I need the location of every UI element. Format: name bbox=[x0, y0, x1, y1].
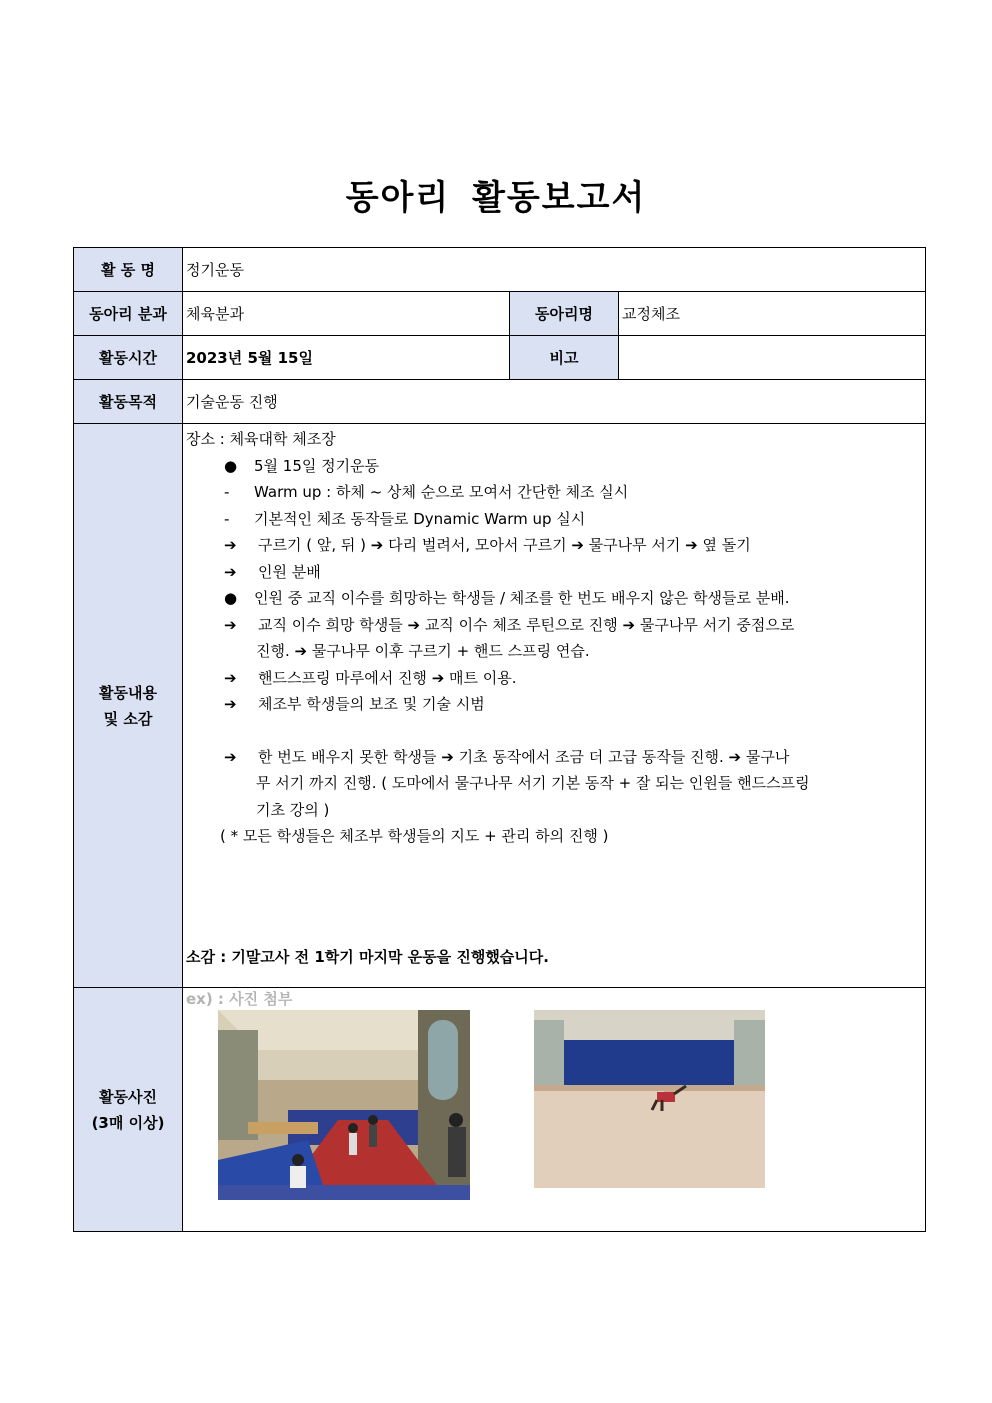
value-activity-name: 정기운동 bbox=[183, 248, 926, 292]
row-activity-name bbox=[74, 248, 926, 292]
list-item: ➔ 체조부 학생들의 보조 및 기술 시범 bbox=[186, 691, 921, 718]
location-line: 장소 : 체육대학 체조장 bbox=[186, 430, 336, 448]
value-activity-time: 2023년 5월 15일 bbox=[183, 336, 510, 380]
note-line: ( * 모든 학생들은 체조부 학생들의 지도 + 관리 하의 진행 ) bbox=[220, 827, 609, 845]
arrow-icon: ➔ bbox=[224, 695, 237, 713]
label-activity-time: 활동시간 bbox=[74, 336, 183, 380]
list-item-continuation: 기초 강의 ) bbox=[256, 800, 330, 819]
value-club-division: 체육분과 bbox=[183, 292, 510, 336]
dash-icon: - bbox=[224, 509, 230, 528]
activity-photo-2 bbox=[534, 1010, 765, 1188]
value-club-name: 교정체조 bbox=[619, 292, 926, 336]
label-content bbox=[74, 424, 183, 988]
content-cell bbox=[183, 424, 926, 988]
activity-photo-1 bbox=[218, 1010, 470, 1200]
label-activity-name: 활 동 명 bbox=[74, 248, 183, 292]
arrow-icon: ➔ bbox=[224, 536, 237, 554]
list-item: ➔ 인원 분배 bbox=[186, 559, 921, 586]
report-table bbox=[73, 247, 926, 1232]
photo-caption: ex) : 사진 첨부 bbox=[186, 990, 293, 1008]
label-purpose: 활동목적 bbox=[74, 380, 183, 424]
label-content-line2: 및 소감 bbox=[103, 709, 153, 728]
photos-cell bbox=[183, 988, 926, 1232]
list-item: - 기본적인 체조 동작들로 Dynamic Warm up 실시 bbox=[186, 506, 921, 533]
bullet-icon: ● bbox=[224, 589, 238, 607]
dash-icon: - bbox=[224, 483, 230, 501]
list-item-continuation: 진행. ➔ 물구나무 이후 구르기 + 핸드 스프링 연습. bbox=[256, 642, 590, 660]
list-item: - Warm up : 하체 ~ 상체 순으로 모여서 간단한 체조 실시 bbox=[186, 479, 921, 506]
page-title: 동아리 활동보고서 bbox=[345, 178, 647, 218]
list-item: ➔ 교직 이수 희망 학생들 ➔ 교직 이수 체조 루틴으로 진행 ➔ 물구나무 서기 중점으로 bbox=[186, 612, 921, 639]
row-photos bbox=[74, 988, 926, 1232]
photo-area bbox=[183, 1010, 925, 1228]
label-club-division: 동아리 분과 bbox=[74, 292, 183, 336]
list-item: ➔ 핸드스프링 마루에서 진행 ➔ 매트 이용. bbox=[186, 665, 921, 692]
row-content bbox=[74, 424, 926, 988]
row-club bbox=[74, 292, 926, 336]
value-purpose: 기술운동 진행 bbox=[183, 380, 926, 424]
label-content-line1: 활동내용 bbox=[99, 683, 157, 702]
label-remarks: 비고 bbox=[510, 336, 619, 380]
label-club-name: 동아리명 bbox=[510, 292, 619, 336]
label-photos bbox=[74, 988, 183, 1232]
arrow-icon: ➔ bbox=[224, 747, 237, 766]
label-photos-line2: (3매 이상) bbox=[91, 1113, 165, 1132]
list-item: ➔ 구르기 ( 앞, 뒤 ) ➔ 다리 벌려서, 모아서 구르기 ➔ 물구나무 서기 ➔ 옆 돌기 bbox=[186, 532, 921, 559]
value-remarks bbox=[619, 336, 926, 380]
arrow-icon: ➔ bbox=[224, 668, 237, 687]
arrow-icon: ➔ bbox=[224, 562, 237, 581]
row-purpose bbox=[74, 380, 926, 424]
bullet-icon: ● bbox=[224, 456, 238, 475]
list-item-continuation: 무 서기 까지 진행. ( 도마에서 물구나무 서기 기본 동작 + 잘 되는 인원들 핸드스프링 bbox=[256, 774, 810, 792]
list-item: ➔ 한 번도 배우지 못한 학생들 ➔ 기초 동작에서 조금 더 고급 동작들 진행. ➔ 물구나 bbox=[186, 744, 921, 771]
row-time bbox=[74, 336, 926, 380]
list-item: ● 인원 중 교직 이수를 희망하는 학생들 / 체조를 한 번도 배우지 않은 학생들로 분배. bbox=[186, 585, 921, 612]
arrow-icon: ➔ bbox=[224, 615, 237, 634]
impression-line: 소감 : 기말고사 전 1학기 마지막 운동을 진행했습니다. bbox=[186, 947, 549, 966]
content-body bbox=[183, 424, 925, 970]
list-item: ● 5월 15일 정기운동 bbox=[186, 453, 921, 480]
label-photos-line1: 활동사진 bbox=[99, 1087, 157, 1106]
